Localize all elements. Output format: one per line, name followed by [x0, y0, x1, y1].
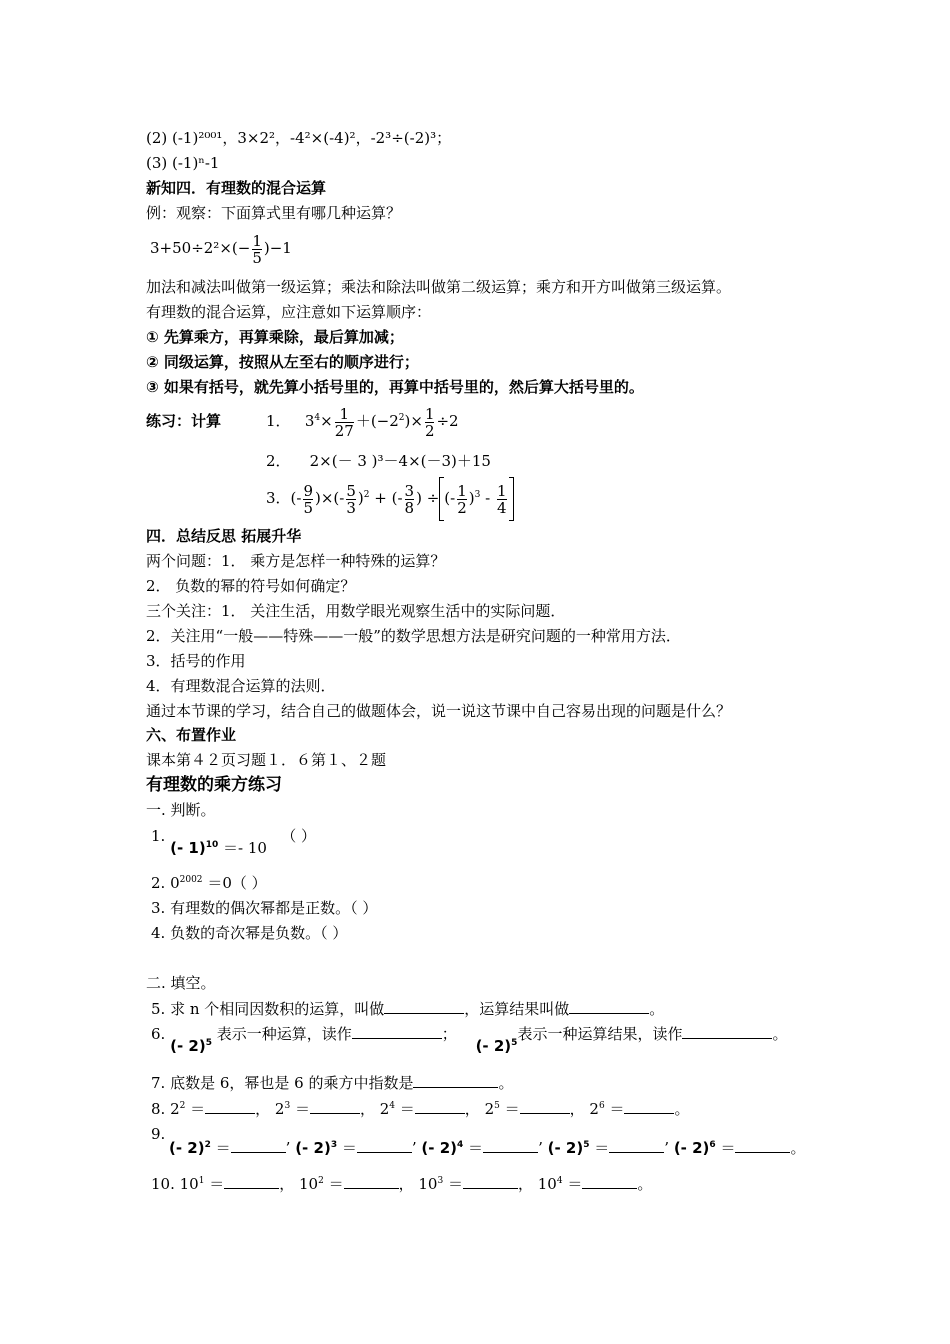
example-expression — [150, 232, 292, 266]
summary-heading: 四．总结反思 拓展升华 — [146, 527, 302, 545]
reflect-text: 通过本节课的学习，结合自己的做题体会，说一说这节课中自己容易出现的问题是什么？ — [146, 702, 732, 720]
levels-text: 加法和减法叫做第一级运算；乘法和除法叫做第二级运算；乘方和开方叫做第三级运算。 — [146, 278, 732, 296]
exercise-title: 有理数的乘方练习 — [146, 775, 282, 795]
question-1: 两个问题：1． 乘方是怎样一种特殊的运算？ — [146, 552, 446, 570]
fill-10: 10. $10^1$ ＝ ， $10^2$ ＝ ， $10^3$ ＝ ， $10^4$ ＝ 。 — [151, 1175, 653, 1193]
judge-4: 4. 负数的奇次幂是负数。（ ） — [151, 924, 348, 942]
rule-3: ③ 如果有括号，就先算小括号里的，再算中括号里的，然后算大括号里的。 — [146, 378, 644, 396]
practice-2: 2． 2×(－ 3 )³－4×(－3)＋15 — [266, 452, 491, 470]
concern-2: 2．关注用“一般——特殊——一般”的数学思想方法是研究问题的一种常用方法． — [146, 627, 681, 645]
rule-1: ① 先算乘方，再算乘除，最后算加减； — [146, 328, 404, 346]
judge-heading: 一. 判断。 — [146, 801, 216, 819]
practice-1: 1． $3^4\times$ $\frac{1}{27}$ $+(-2^2)\times$ $\frac{1}{2}$ ÷2 — [266, 404, 459, 440]
top-line-3: (3) (-1)ⁿ-1 — [146, 154, 220, 172]
practice-label: 练习：计算 — [146, 412, 222, 430]
homework-heading: 六、布置作业 — [146, 726, 237, 744]
question-2: 2． 负数的幂的符号如何确定？ — [146, 577, 356, 595]
fill-5: 5. 求 n 个相同因数积的运算，叫做 ，运算结果叫做 。 — [151, 1000, 665, 1018]
concern-1: 三个关注：1． 关注生活，用数学眼光观察生活中的实际问题． — [146, 602, 566, 620]
fill-9: 9. (- 2)$^2$ ＝ ’ (- 2)$^3$ ＝ ’ (- 2)$^4$ ＝ ’ (- 2)$^5$ ＝ ’ (- 2)$^6$ ＝ 。 — [151, 1125, 806, 1157]
order-intro: 有理数的混合运算，应注意如下运算顺序： — [146, 303, 432, 321]
concern-4: 4．有理数混合运算的法则． — [146, 677, 336, 695]
expr-fraction: $\frac{1}{5}$ — [252, 231, 262, 267]
concern-3: 3．括号的作用 — [146, 652, 246, 670]
section-heading: 新知四．有理数的混合运算 — [146, 179, 327, 197]
expr-left: 3+50÷2²×(− — [150, 239, 251, 257]
judge-2: 2. $0^{2002} =0$（ ） — [151, 874, 267, 892]
example-text: 例：观察：下面算式里有哪几种运算？ — [146, 204, 402, 222]
homework-text: 课本第４２页习题１．６第１、２题 — [146, 751, 387, 769]
expr-right: )−1 — [263, 239, 292, 257]
fill-heading: 二. 填空。 — [146, 974, 216, 992]
top-line-2: (2) (-1)²⁰⁰¹，3×2²，-4²×(-4)²，-2³÷(-2)³； — [146, 129, 452, 147]
rule-2: ② 同级运算，按照从左至右的顺序进行； — [146, 353, 419, 371]
judge-1: 1. (- 1)$^{10}$ ＝- 10 （ ） — [151, 827, 317, 857]
fill-7: 7. 底数是 6，幂也是 6 的乘方中指数是 。 — [151, 1074, 514, 1092]
fill-6: 6. (- 2)$^5$ 表示一种运算，读作 ； (- 2)$^5$表示一种运算结果，读作 。 — [151, 1025, 788, 1055]
fill-8: 8. $2^2$ ＝ ， $2^3$ ＝ ， $2^4$ ＝ ， $2^5$ ＝ ， $2^6$ ＝ 。 — [151, 1100, 690, 1118]
judge-3: 3. 有理数的偶次幂都是正数。（ ） — [151, 899, 378, 917]
practice-3: 3．(- $\frac{9}{5}$ )×(- $\frac{5}{3}$ )$^2$ + (- $\frac{3}{8}$ ) ÷ (- $\frac{1}{2}$ )$^3$ - $\frac{1}{4}$ — [266, 476, 514, 521]
